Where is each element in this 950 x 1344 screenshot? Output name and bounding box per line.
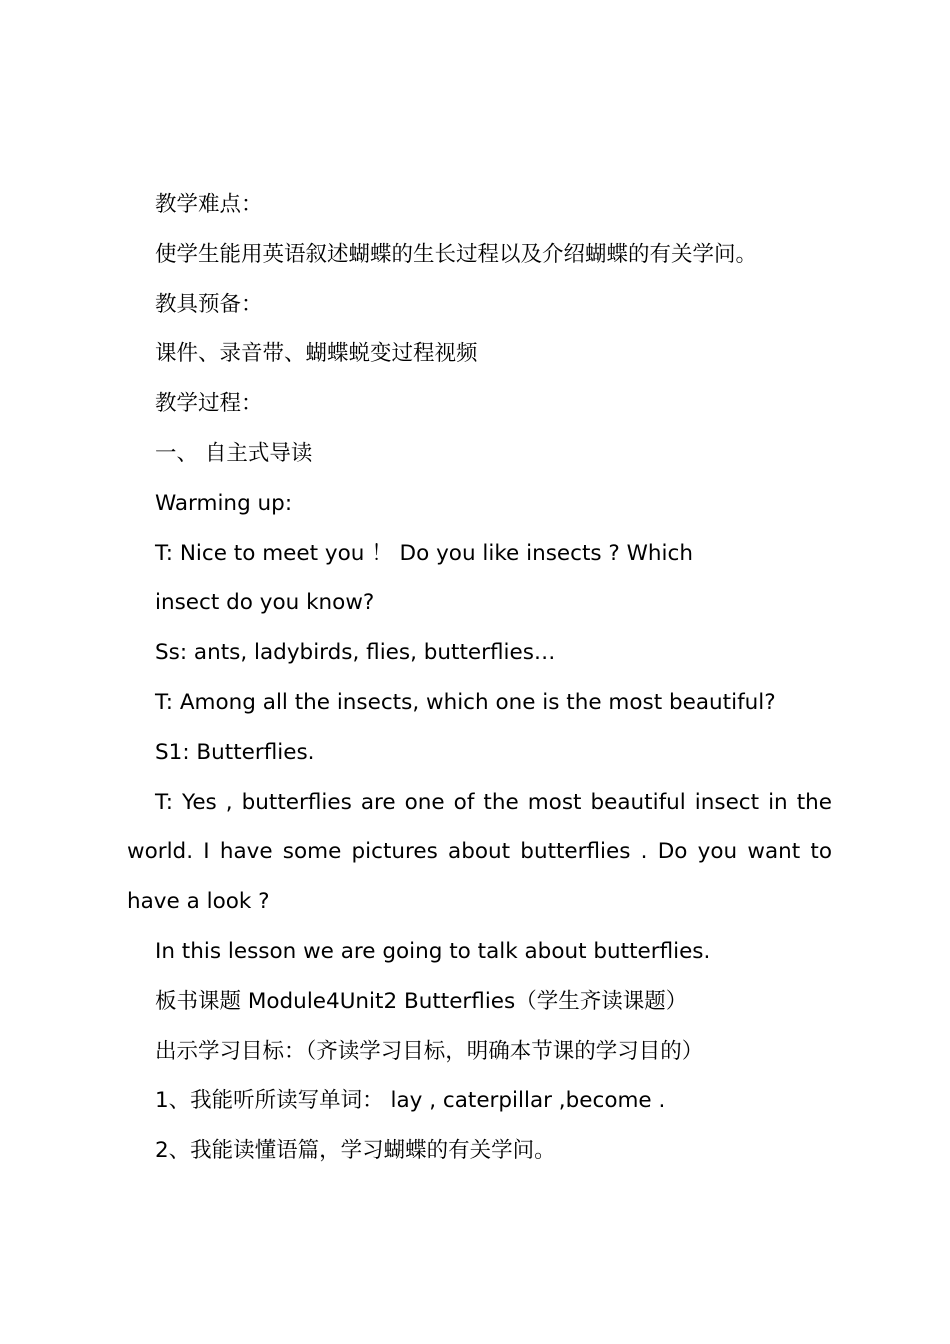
warming-up-label: Warming up: [155,490,293,516]
document-body [127,180,837,1176]
dialogue-line: T: Nice to meet you ！ Do you like insects ? Which [155,540,693,566]
difficulty-text: 使学生能用英语叙述蝴蝶的生长过程以及介绍蝴蝶的有关学问。 [155,241,758,267]
dialogue-line: insect do you know? [155,590,375,616]
materials-heading: 教具预备： [155,291,263,317]
lesson-intro: In this lesson we are going to talk about butterflies. [155,938,711,964]
goal-item: 2、我能读懂语篇，学习蝴蝶的有关学问。 [155,1138,556,1164]
goal-item: 1、我能听所读写单词： lay , caterpillar ,become . [155,1088,666,1114]
dialogue-line: S1: Butterflies. [155,739,315,765]
goals-intro: 出示学习目标：（齐读学习目标，明确本节课的学习目的） [155,1038,704,1064]
dialogue-line: Ss: ants, ladybirds, flies, butterflies… [155,640,556,666]
difficulty-heading: 教学难点： [155,192,263,217]
process-heading: 教学过程： [155,391,263,417]
section-one-heading: 一、 自主式导读 [155,440,313,466]
teacher-paragraph: T: Yes , butterflies are one of the most beautiful insect in the world. I have some pictures about butterflies . Do you want to have a look ? [127,789,832,915]
materials-text: 课件、录音带、蝴蝶蜕变过程视频 [155,341,478,367]
dialogue-line: T: Among all the insects, which one is the most beautiful? [155,689,776,715]
board-title: 板书课题 Module4Unit2 Butterflies（学生齐读课题） [155,988,688,1014]
